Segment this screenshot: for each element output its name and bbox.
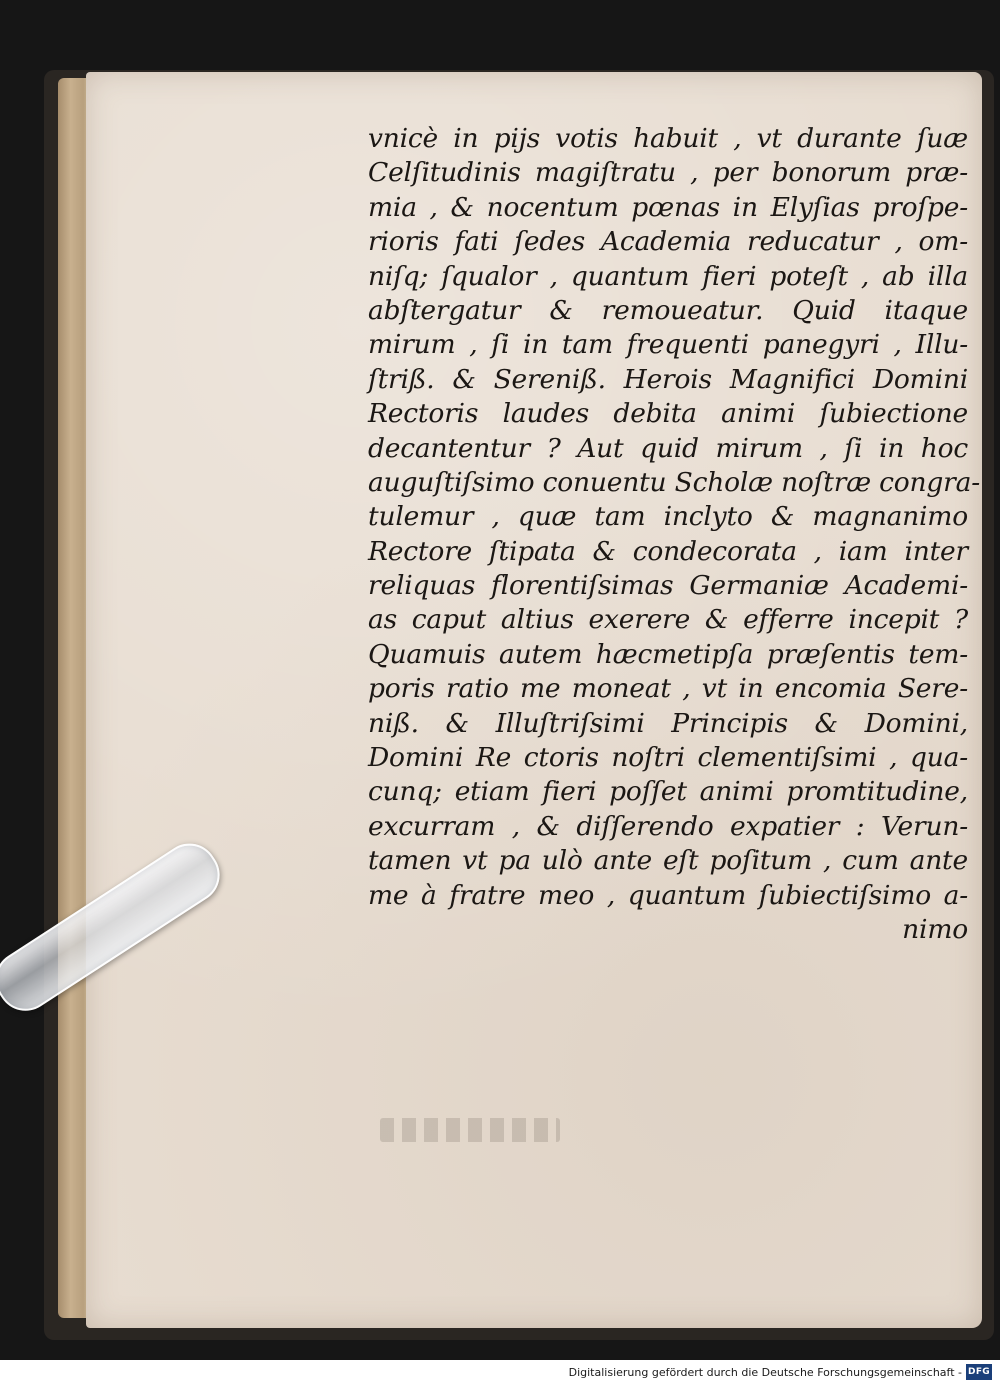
text-line: tulemur , quæ tam inclyto & magnanimo [368, 501, 968, 533]
text-line: me à fratre meo , quantum ſubiectiſsimo a- [368, 879, 968, 911]
text-line: niſq; ſqualor , quantum fieri poteſt , ab illa [368, 260, 968, 292]
text-line: mia , & nocentum pœnas in Elyſias proſpe- [368, 191, 968, 223]
text-line: vnicè in pijs votis habuit , vt durante ſuæ [368, 123, 968, 154]
text-line: abſtergatur & remoueatur. Quid itaque [368, 294, 968, 326]
text-line: cunq; etiam fieri poſſet animi promtitudine, [368, 776, 968, 808]
text-line: reliquas florentiſsimas Germaniæ Academi- [368, 570, 968, 602]
text-line: tamen vt pa ulò ante eſt poſitum , cum ante [368, 845, 968, 877]
text-line: Quamuis autem hæcmetipſa præſentis tem- [368, 638, 968, 670]
catchword: nimo [902, 913, 968, 945]
text-line: ſtriß. & Sereniß. Herois Magnifici Domini [368, 363, 968, 395]
text-line: niß. & Illuſtriſsimi Principis & Domini, [368, 707, 968, 739]
text-line: Rectore ſtipata & condecorata , iam inter [368, 535, 968, 567]
text-line: Rectoris laudes debita animi ſubiectione [368, 398, 968, 430]
page-text [368, 122, 980, 947]
funding-credit: Digitalisierung gefördert durch die Deutsche Forschungsgemeinschaft - [568, 1365, 962, 1379]
dfg-logo: DFG [966, 1364, 992, 1380]
text-line: Domini Re ctoris noſtri clementiſsimi , qua- [368, 742, 968, 774]
text-line: poris ratio me moneat , vt in encomia Sere- [368, 673, 968, 705]
text-line: mirum , ſi in tam frequenti panegyri , Illu- [368, 329, 968, 361]
funding-footer [0, 1360, 1000, 1384]
text-line: rioris fati ſedes Academia reducatur , om- [368, 226, 968, 258]
text-line: as caput altius exerere & efferre incepit ? [368, 604, 968, 636]
text-line: decantentur ? Aut quid mirum , ſi in hoc [368, 432, 968, 464]
ink-bleed-through [380, 1118, 560, 1142]
text-line: excurram , & diſſerendo expatier : Verun- [368, 810, 968, 842]
text-line: Celſitudinis magiſtratu , per bonorum præ- [368, 157, 968, 189]
text-line: auguſtiſsimo conuentu Scholæ noſtræ congra- [368, 466, 980, 498]
